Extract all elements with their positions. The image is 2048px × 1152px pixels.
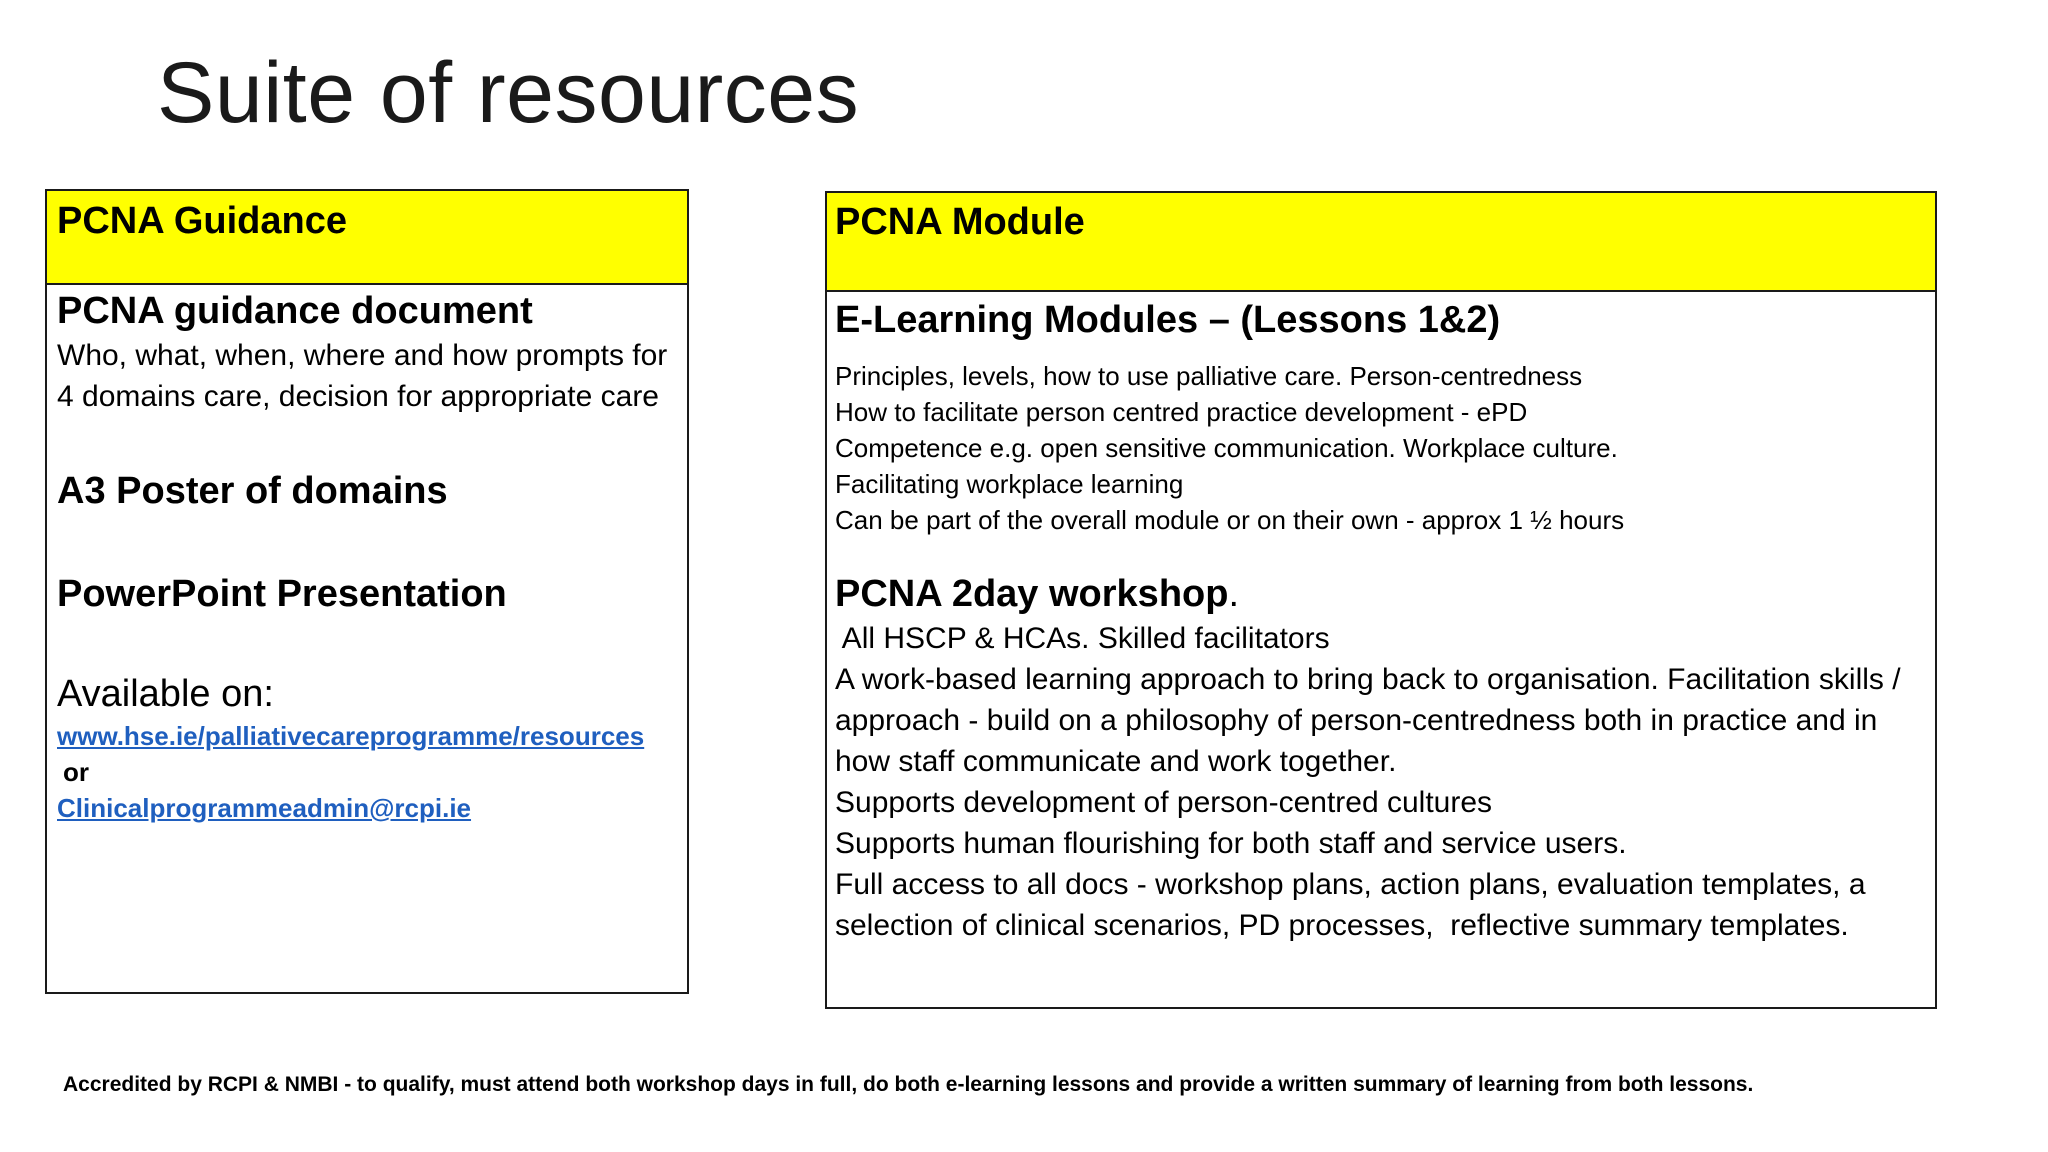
elearning-line: How to facilitate person centred practice development - ePD <box>835 397 1528 427</box>
accreditation-footer: Accredited by RCPI & NMBI - to qualify, must attend both workshop days in full, do both e-learning lessons and provide a written summary of learning from both lessons. <box>63 1073 1754 1096</box>
workshop-line: Full access to all docs - workshop plans, action plans, evaluation templates, a selection of clinical scenarios, PD processes, reflective summary templates. <box>835 868 1874 942</box>
workshop-line: A work-based learning approach to bring back to organisation. Facilitation skills / approach - build on a philosophy of person-centredness both in practice and in how staff communicate and work together. <box>835 663 1901 778</box>
pcna-guidance-body <box>47 285 687 826</box>
workshop-line: Supports development of person-centred cultures <box>835 786 1493 819</box>
website-link[interactable]: www.hse.ie/palliativecareprogramme/resources <box>57 721 645 751</box>
pcna-module-header: PCNA Module <box>827 193 1935 292</box>
workshop-heading-line <box>835 570 1927 618</box>
guidance-document-text: Who, what, when, where and how prompts for 4 domains care, decision for appropriate care <box>57 339 668 413</box>
pcna-module-body <box>827 292 1935 946</box>
workshop-line: Supports human flourishing for both staff and service users. <box>835 827 1627 860</box>
or-text: or <box>63 757 89 787</box>
slide-title: Suite of resources <box>157 45 860 141</box>
elearning-line: Competence e.g. open sensitive communication. Workplace culture. <box>835 433 1618 463</box>
pcna-module-box <box>825 191 1937 1009</box>
elearning-line: Principles, levels, how to use palliative care. Person-centredness <box>835 361 1583 391</box>
pcna-guidance-box <box>45 189 689 994</box>
workshop-heading: PCNA 2day workshop <box>835 573 1229 615</box>
elearning-line: Facilitating workplace learning <box>835 469 1184 499</box>
powerpoint-heading: PowerPoint Presentation <box>57 573 507 615</box>
email-link[interactable]: Clinicalprogrammeadmin@rcpi.ie <box>57 793 472 823</box>
available-on-label: Available on: <box>57 673 274 715</box>
guidance-document-heading: PCNA guidance document <box>57 290 533 332</box>
workshop-line: All HSCP & HCAs. Skilled facilitators <box>835 622 1330 655</box>
pcna-guidance-header: PCNA Guidance <box>47 191 687 285</box>
elearning-heading: E-Learning Modules – (Lessons 1&2) <box>835 299 1501 341</box>
elearning-line: Can be part of the overall module or on their own - approx 1 ½ hours <box>835 505 1625 535</box>
poster-heading: A3 Poster of domains <box>57 470 448 512</box>
workshop-heading-period: . <box>1228 573 1240 615</box>
